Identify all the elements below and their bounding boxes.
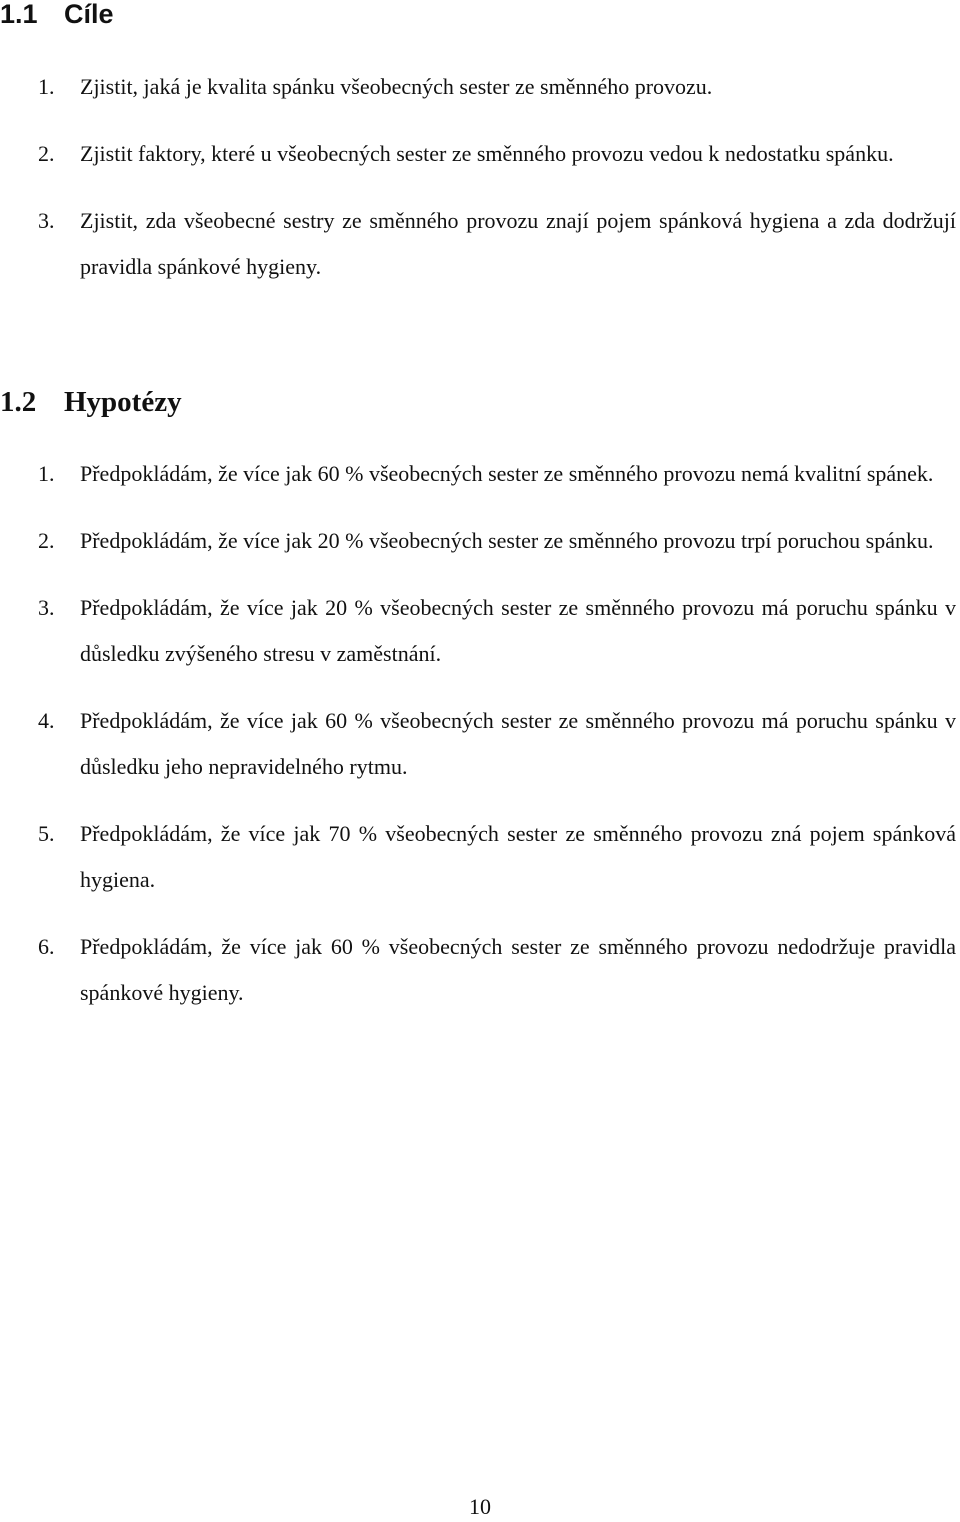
section-title: Hypotézy — [64, 386, 182, 418]
item-text: Předpokládám, že více jak 60 % všeobecných sester ze směnného provozu nemá kvalitní spánek. — [80, 461, 934, 486]
list-item — [0, 198, 956, 290]
item-text: Zjistit, jaká je kvalita spánku všeobecných sester ze směnného provozu. — [80, 74, 713, 99]
section-title: Cíle — [64, 0, 114, 29]
goals-list — [0, 64, 960, 311]
list-item — [0, 131, 956, 177]
item-number: 2. — [38, 141, 55, 166]
list-item — [0, 811, 956, 903]
item-text: Předpokládám, že více jak 20 % všeobecných sester ze směnného provozu má poruchu spánku v důsledku zvýšeného stresu v zaměstnání. — [80, 595, 956, 666]
item-text: Zjistit faktory, které u všeobecných sester ze směnného provozu vedou k nedostatku spánku. — [80, 141, 894, 166]
section-heading-goals — [0, 0, 114, 36]
item-number: 1. — [38, 74, 55, 99]
item-number: 5. — [38, 821, 55, 846]
list-item — [0, 518, 956, 564]
list-item — [0, 451, 956, 497]
section-number: 1.1 — [0, 0, 38, 29]
item-text: Zjistit, zda všeobecné sestry ze směnného provozu znají pojem spánková hygiena a zda dodržují pravidla spánkové hygieny. — [80, 208, 956, 279]
item-text: Předpokládám, že více jak 70 % všeobecných sester ze směnného provozu zná pojem spánková hygiena. — [80, 821, 956, 892]
list-item — [0, 924, 956, 1016]
list-item — [0, 585, 956, 677]
list-item — [0, 64, 956, 110]
list-item — [0, 698, 956, 790]
hypotheses-list — [0, 451, 960, 1037]
section-heading-hypotheses — [0, 380, 182, 424]
item-number: 2. — [38, 528, 55, 553]
item-text: Předpokládám, že více jak 60 % všeobecných sester ze směnného provozu nedodržuje pravidla spánkové hygieny. — [80, 934, 956, 1005]
item-number: 1. — [38, 461, 55, 486]
item-number: 6. — [38, 934, 55, 959]
section-number: 1.2 — [0, 386, 37, 418]
item-number: 4. — [38, 708, 55, 733]
item-number: 3. — [38, 595, 55, 620]
item-text: Předpokládám, že více jak 20 % všeobecných sester ze směnného provozu trpí poruchou spánku. — [80, 528, 934, 553]
item-number: 3. — [38, 208, 55, 233]
item-text: Předpokládám, že více jak 60 % všeobecných sester ze směnného provozu má poruchu spánku v důsledku jeho nepravidelného rytmu. — [80, 708, 956, 779]
page-number: 10 — [469, 1494, 491, 1519]
